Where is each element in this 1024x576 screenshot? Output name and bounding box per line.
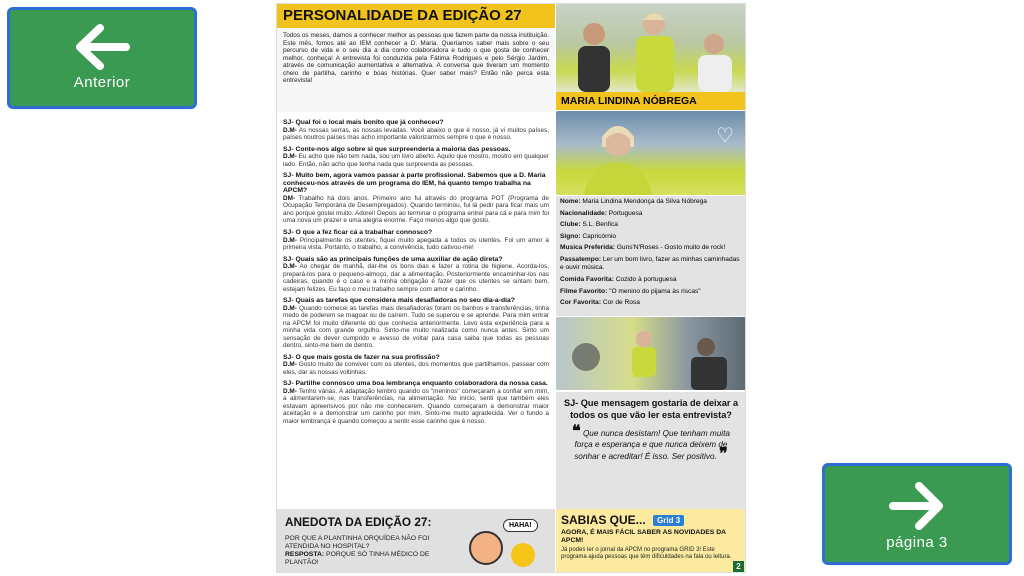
interview-question: SJ- Partilhe connosco uma boa lembrança enquanto colaboradora da nossa casa. — [283, 380, 548, 388]
profile-fact-value: Cor de Rosa — [601, 299, 640, 307]
anecdote-body — [285, 535, 463, 567]
interview-column — [277, 4, 555, 509]
sabias-text: Já podes ler o jornal da APCM no programa GRID 3! Este programa ajuda pessoas que têm dificuldades na fala ou leitura. — [561, 547, 732, 560]
answer-text: Trabalho há dois anos. Primeiro ano fui através do programa POT (Programa de Ocupação Temporária de Desempregados). Quando terminou, fui lá pedir para ficar mais um ano porque gostei muito. Adorei! Depois ao terminar o programa entrei para cá e para mim foi uma nova um prazer e uma alegria enorme. Faço menos algo que gosto. — [283, 194, 549, 225]
message-question: SJ- Que mensagem gostaria de deixar a todos os que vão ler esta entrevista? — [563, 398, 739, 420]
activity-photo-figures — [556, 317, 746, 390]
previous-button-label: Anterior — [73, 74, 131, 91]
profile-fact-label: Filme Favorito: — [560, 287, 608, 295]
interview-answer — [283, 388, 549, 426]
answer-speaker-label: D.M- — [283, 236, 297, 244]
answer-text: Ao chegar de manhã, dar-lhe os bons dias e fazer a rotina de higiene. Acorda-los, prepará-los para o pequeno-almoço, dar a alimentação. Posteriormente encaminhar-los nas cadeiras, quando é o caso e a minha obrigação é fazer que os utentes se sintam bem, estejam felizes. Eu faço o meu trabalho sempre com amor e carinho. — [283, 263, 549, 293]
profile-fact-row — [560, 256, 742, 273]
haha-bubble — [503, 519, 538, 532]
anecdote-section — [277, 509, 555, 573]
sabias-title: SABIAS QUE... — [561, 513, 646, 527]
interview-question: SJ- Quais as tarefas que considera mais desafiadoras no seu dia-a-dia? — [283, 297, 515, 305]
profile-fact-value: Capricórnio — [580, 232, 617, 240]
interview-answer — [283, 305, 549, 350]
answer-speaker-label: D.M- — [283, 304, 297, 312]
interview-answer — [283, 263, 549, 293]
grid3-logo: Grid 3 — [653, 515, 684, 526]
anecdote-answer: PORQUE SÓ TINHA MÉDICO DE PLANTÃO! — [285, 551, 430, 566]
laughing-emoji-icon — [511, 543, 535, 567]
anecdote-answer-label: RESPOSTA: — [285, 551, 325, 558]
close-quote-icon: ❞ — [719, 446, 728, 463]
message-quote: Que nunca desistam! Que tenham muita força e esperança e que nunca deixem de sonhar e acreditar! É isso. Ser positivo. — [574, 429, 730, 461]
interview-answer — [283, 195, 549, 225]
next-button-label: página 3 — [886, 534, 948, 551]
newsletter-page — [276, 3, 746, 573]
activity-photo — [556, 317, 746, 390]
answer-text: Principalmente os utentes, fiquei muito apegada a todos os utentes. Foi um amor à primeira vista. Portanto, o trabalho, a convivência, tudo cativou-me! — [283, 236, 549, 252]
intro-text: Todos os meses, damos a conhecer melhor as pessoas que fazem parte da nossa instituição. Este mês, fomos até ao IEM conhecer a D. Maria. Queríamos saber mais sobre o seu percurso de vida e o seu dia a dia como colaboradora e tudo o que gosta de conhecer melhor, conheça! A entrevista foi conduzida pela Fátima Rodrigues e pelo Sérgio Jardim, através de comunicação aumentativa e alternativa. A conversa que tiveram um momento cheio de partilha, carinho e boas histórias. Quer saber mais? Então não perca esta entrevista! — [277, 28, 555, 112]
group-photo-figures — [556, 4, 746, 92]
anecdote-question: POR QUE A PLANTINHA ORQUÍDEA NÃO FOI ATENDIDA NO HOSPITAL? — [285, 535, 430, 550]
cartoon-face-icon — [469, 531, 503, 565]
profile-fact-value: "O menino do pijama às riscas" — [607, 287, 701, 295]
profile-fact-row — [560, 210, 742, 218]
profile-fact-value: Ler um bom livro, fazer as minhas caminhadas e ouvir música. — [560, 255, 740, 272]
profile-fact-row — [560, 221, 742, 229]
profile-fact-label: Cor Favorita: — [560, 299, 602, 307]
haha-text: HAHA! — [509, 522, 532, 529]
profile-fact-row — [560, 299, 742, 307]
profile-fact-value: S.L. Benfica — [580, 221, 618, 229]
profile-fact-label: Passatempo: — [560, 255, 602, 263]
profile-fact-value: Cozido à portuguesa — [613, 275, 677, 283]
interview-question: SJ- Muito bem, agora vamos passar à parte profissional. Sabemos que a D. Maria conheceu-nos através de um programa do IEM, há quanto tempo trabalha na APCM? — [283, 172, 546, 195]
profile-fact-value: Maria Lindina Mendonça da Silva Nóbrega — [580, 198, 707, 205]
arrow-left-icon — [70, 22, 134, 72]
profile-fact-label: Nome: — [560, 198, 581, 205]
profile-fact-label: Comida Favorita: — [560, 275, 614, 283]
answer-text: Tenho várias. A adaptação lembro quando os "meninos" começaram a confiar em mim, a alimentarem-se, nas transferências, na alimentação. No início, senti que também eles estavam apreensivos por não me conhecerem. Quando começaram a demonstrar maior aceitação e a demonstrar um carinho por mim. Sinto-me muito agradecida. Ver o fundo a maior lembrança é quando começou a sentir esse carinho que é nosso. — [283, 387, 549, 425]
group-photo — [556, 4, 746, 92]
previous-page-button[interactable] — [7, 7, 197, 109]
profile-fact-row — [560, 276, 742, 284]
page-number: 2 — [733, 561, 744, 572]
next-page-button[interactable] — [822, 463, 1012, 565]
sabias-section — [556, 509, 746, 573]
interview-question: SJ- Conte-nos algo sobre si que surpreenderia a maioria das pessoas. — [283, 145, 511, 153]
sabias-subtitle: AGORA, É MAIS FÁCIL SABER AS NOVIDADES DA APCM! — [561, 529, 726, 544]
interview-answer — [283, 361, 549, 376]
answer-text: Gosto muito de conviver com os utentes, dos momentos que partilhamos, passear com eles, dar as nossas voltinhas. — [283, 361, 549, 376]
profile-facts — [556, 196, 746, 316]
profile-fact-row — [560, 288, 742, 296]
profile-fact-row — [560, 244, 742, 252]
interview-answer — [283, 127, 549, 142]
profile-column — [556, 4, 746, 509]
profile-fact-row — [560, 198, 742, 206]
interview-question: SJ- Qual foi o local mais bonito que já conheceu? — [283, 119, 444, 126]
interview-question: SJ- O que a fez ficar cá a trabalhar connosco? — [283, 228, 433, 236]
answer-speaker-label: D.M- — [283, 387, 297, 395]
answer-speaker-label: D.M- — [283, 153, 297, 161]
profile-fact-label: Signo: — [560, 232, 581, 240]
profile-fact-value: Guns'N'Roses - Gosto muito de rock! — [614, 244, 726, 252]
interview-answer — [283, 153, 549, 168]
page-title: PERSONALIDADE DA EDIÇÃO 27 — [277, 4, 555, 28]
answer-text: Quando comecei as tarefas mais desafiadoras foram os banhos e transferências, tinha medo de poderem se magoar ou de caírem. Tudo se superou e se aprende. Para mim entrar na APCM foi muito diferente do que conhecia anteriormente. Levo esta experiência para a minha vida com grande orgulho. Sinto-me muito realizada como nunca antes. Sinto um sensação de dever cumprido e avesso de voltar para casa saiba que todas as pessoas dentro, sinto-me bem de dentro. — [283, 304, 549, 350]
interview-question: SJ- O que mais gosta de fazer na sua profissão? — [283, 353, 440, 361]
answer-text: Eu acho que não tem nada, sou um livro aberto. Aquilo que mostro, mostro em qualquer lado. Então, não acho que tenha nada que surpreenda as pessoas. — [283, 153, 549, 168]
profile-fact-value: Portuguesa — [606, 209, 643, 217]
answer-speaker-label: D.M- — [283, 263, 297, 271]
profile-fact-label: Clube: — [560, 221, 581, 229]
open-quote-icon: ❝ — [572, 423, 581, 440]
answer-text: As nossas serras, as nossas levadas. Você abaixo o que é nosso, já vi muitos países, países noutros países mas acho importante valorizarmos sempre o que é nosso. — [283, 126, 549, 142]
sabias-title-row — [561, 513, 741, 527]
anecdote-title: ANEDOTA DA EDIÇÃO 27: — [285, 515, 432, 529]
message-quote-block — [562, 423, 740, 463]
profile-fact-label: Musica Preferida: — [560, 244, 615, 252]
interview-question: SJ- Quais são as principais funções de uma auxiliar de ação direta? — [283, 255, 503, 263]
heart-icon: ♡ — [716, 125, 734, 147]
answer-speaker-label: DM- — [283, 194, 296, 202]
interview-answer — [283, 237, 549, 252]
answer-speaker-label: D.M- — [283, 126, 297, 134]
profile-name: MARIA LINDINA NÓBREGA — [556, 92, 746, 110]
answer-speaker-label: D.M- — [283, 361, 297, 369]
interview-qa-list — [277, 112, 555, 425]
profile-fact-label: Nacionalidade: — [560, 209, 607, 217]
portrait-photo — [556, 111, 746, 195]
arrow-right-icon — [885, 478, 949, 534]
profile-fact-row — [560, 233, 742, 241]
message-box — [556, 392, 746, 509]
